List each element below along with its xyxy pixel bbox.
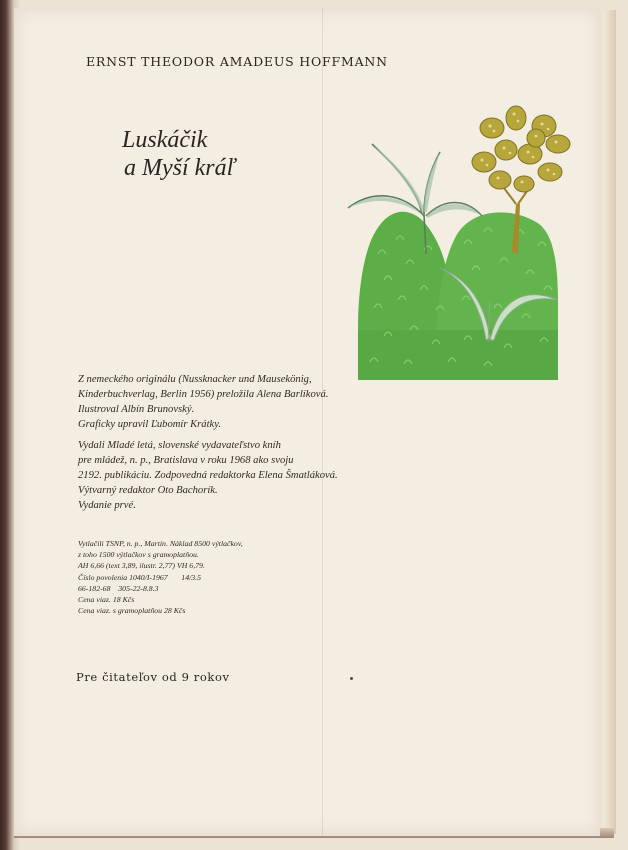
print-line: z toho 1500 výtlačkov s gramoplatňou. xyxy=(78,550,199,560)
print-line: Vytlačili TSNP, n. p., Martin. Náklad 8500 výtlačkov, xyxy=(78,539,243,548)
print-line: Cena viaz. 18 Kčs xyxy=(78,595,135,605)
tree-foliage xyxy=(472,106,570,192)
title-line-2: a Myší kráľ xyxy=(124,155,236,181)
publisher-line: Vydali Mladé letá, slovenské vydavateľstvo kníh xyxy=(78,440,281,451)
publisher-line: Výtvarný redaktor Oto Bachorík. xyxy=(78,485,218,496)
author-name: ERNST THEODOR AMADEUS HOFFMANN xyxy=(86,54,388,69)
print-details xyxy=(78,538,243,616)
ink-speck xyxy=(350,677,353,680)
translation-line: Z nemeckého originálu (Nussknacker und Mausekönig, xyxy=(78,374,312,385)
print-line: 66-182-68 305-22-8.8.3 xyxy=(78,583,159,593)
translation-credits xyxy=(78,372,328,432)
translation-line: Graficky upravil Ľubomír Krátky. xyxy=(78,419,222,430)
translation-line: Kinderbuchverlag, Berlin 1956) preložila Alena Barlíková. xyxy=(78,389,329,400)
title-line-1: Luskáčik xyxy=(122,127,208,153)
publisher-line: pre mládež, n. p., Bratislava v roku 1968 ako svoju xyxy=(78,455,294,466)
print-line: Číslo povolenia 1040/I-1967 14/3.5 xyxy=(78,572,202,582)
print-line: AH 6,66 (text 3,89, ilustr. 2,77) VH 6,79. xyxy=(78,561,205,571)
publisher-line: 2192. publikáciu. Zodpovedná redaktorka Elena Šmatláková. xyxy=(78,470,338,481)
plants-on-green-hills-icon xyxy=(344,104,584,386)
publisher-line: Vydanie prvé. xyxy=(78,500,136,511)
publisher-info xyxy=(78,438,338,513)
print-line: Cena viaz. s gramoplatňou 28 Kčs xyxy=(78,606,186,616)
reader-age-note: Pre čitateľov od 9 rokov xyxy=(76,670,230,684)
translation-line: Ilustroval Albín Brunovský. xyxy=(78,404,195,415)
ground-base xyxy=(358,330,558,380)
book-title xyxy=(122,126,235,182)
